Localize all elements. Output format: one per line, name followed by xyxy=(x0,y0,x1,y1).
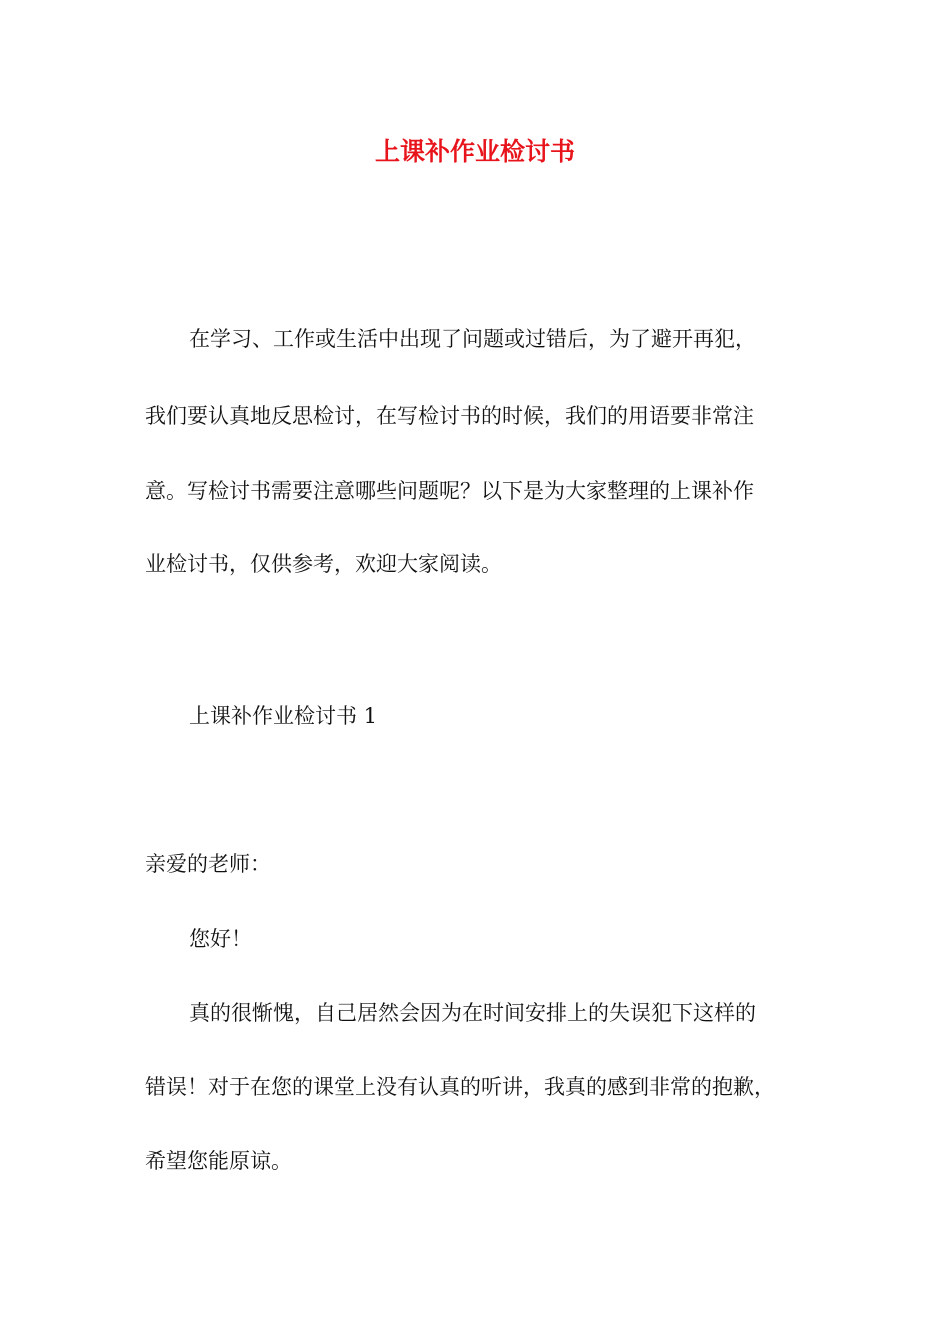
body-line-2: 错误！对于在您的课堂上没有认真的听讲，我真的感到非常的抱歉， xyxy=(145,1075,775,1099)
intro-line-2: 我们要认真地反思检讨，在写检讨书的时候，我们的用语要非常注 xyxy=(145,404,754,428)
body-line-1: 真的很惭愧，自己居然会因为在时间安排上的失误犯下这样的 xyxy=(189,1001,756,1025)
intro-line-3: 意。写检讨书需要注意哪些问题呢？以下是为大家整理的上课补作 xyxy=(145,479,754,503)
intro-line-4: 业检讨书，仅供参考，欢迎大家阅读。 xyxy=(145,552,502,576)
body-line-3: 希望您能原谅。 xyxy=(145,1149,292,1173)
intro-line-1: 在学习、工作或生活中出现了问题或过错后，为了避开再犯， xyxy=(189,327,756,351)
greeting: 您好！ xyxy=(189,927,252,951)
salutation: 亲爱的老师： xyxy=(145,852,271,876)
section-heading: 上课补作业检讨书 1 xyxy=(189,704,378,728)
document-title: 上课补作业检讨书 xyxy=(374,137,575,166)
